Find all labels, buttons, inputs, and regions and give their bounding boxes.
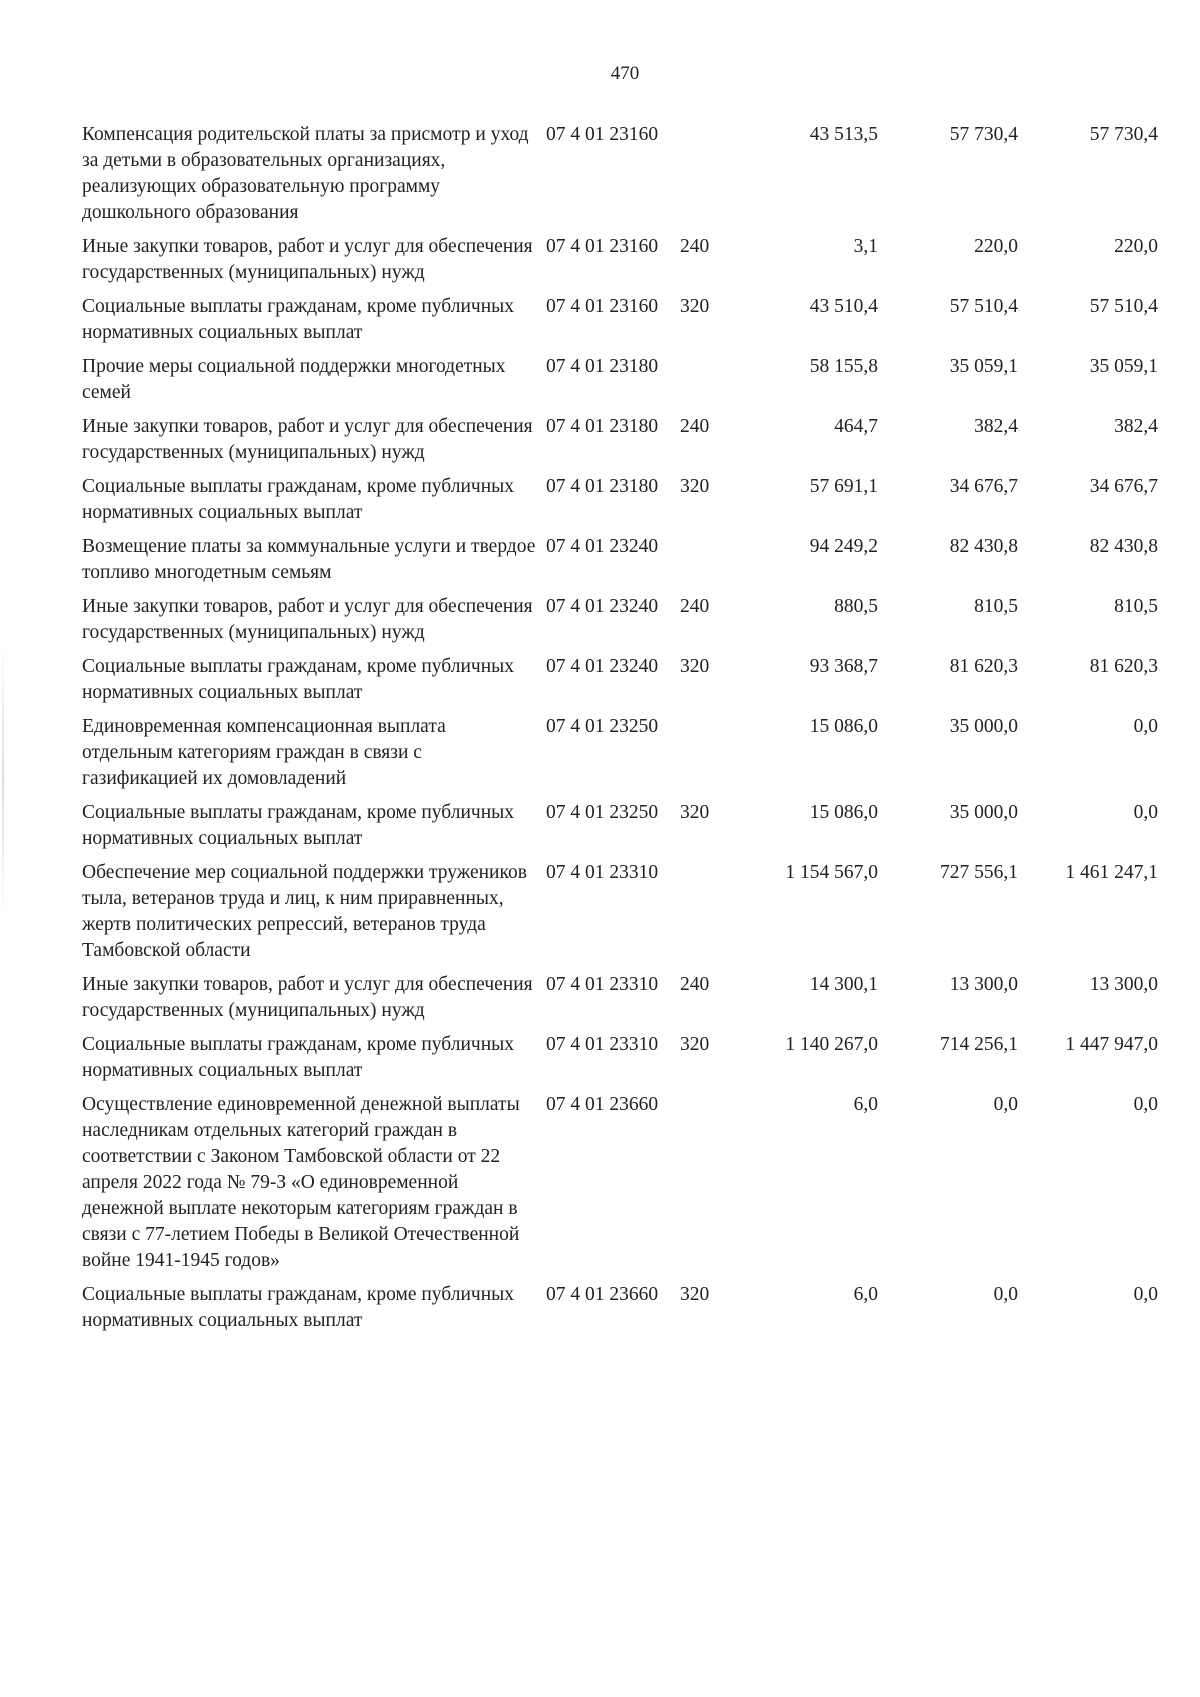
row-value-2: 57 510,4 (949, 296, 1018, 317)
row-code: 07 4 01 23160 (546, 124, 659, 145)
table-row (82, 474, 1158, 534)
table-row (82, 354, 1158, 414)
row-code: 07 4 01 23240 (546, 536, 659, 557)
row-value-1: 43 513,5 (809, 124, 878, 145)
row-expense-type (680, 714, 730, 800)
row-code: 07 4 01 23160 (546, 296, 659, 317)
row-value-3: 0,0 (1133, 1094, 1158, 1115)
row-expense-type: 240 (680, 416, 710, 437)
row-value-3: 57 730,4 (1089, 124, 1158, 145)
row-code: 07 4 01 23660 (546, 1284, 659, 1305)
row-code: 07 4 01 23160 (546, 236, 659, 257)
row-name: Иные закупки товаров, работ и услуг для обеспечения государственных (муниципальных) нужд (82, 236, 533, 283)
row-name: Социальные выплаты гражданам, кроме публичных нормативных социальных выплат (82, 476, 514, 523)
row-value-3: 382,4 (1114, 416, 1158, 437)
table-row (82, 294, 1158, 354)
row-value-3: 1 447 947,0 (1065, 1034, 1158, 1055)
row-value-3: 0,0 (1133, 802, 1158, 823)
row-code: 07 4 01 23310 (546, 974, 659, 995)
row-value-3: 81 620,3 (1089, 656, 1158, 677)
row-value-1: 58 155,8 (809, 356, 878, 377)
row-value-3: 35 059,1 (1089, 356, 1158, 377)
table-row (82, 1282, 1158, 1342)
row-value-1: 14 300,1 (809, 974, 878, 995)
row-expense-type: 240 (680, 596, 710, 617)
row-name: Единовременная компенсационная выплата отдельным категориям граждан в связи с газификацией их домовладений (82, 716, 446, 789)
table-row (82, 972, 1158, 1032)
row-name: Социальные выплаты гражданам, кроме публичных нормативных социальных выплат (82, 296, 514, 343)
row-value-2: 13 300,0 (949, 974, 1018, 995)
table-row (82, 594, 1158, 654)
row-value-2: 57 730,4 (949, 124, 1018, 145)
row-expense-type (680, 122, 730, 234)
budget-table (82, 122, 1158, 1342)
table-row (82, 714, 1158, 800)
row-value-1: 94 249,2 (809, 536, 878, 557)
row-name: Социальные выплаты гражданам, кроме публичных нормативных социальных выплат (82, 802, 514, 849)
row-name: Иные закупки товаров, работ и услуг для обеспечения государственных (муниципальных) нужд (82, 596, 533, 643)
row-code: 07 4 01 23240 (546, 656, 659, 677)
table-row (82, 654, 1158, 714)
row-expense-type: 320 (680, 802, 710, 823)
row-value-1: 43 510,4 (809, 296, 878, 317)
row-value-1: 1 140 267,0 (785, 1034, 878, 1055)
table-row (82, 860, 1158, 972)
row-value-1: 6,0 (853, 1094, 878, 1115)
row-name: Иные закупки товаров, работ и услуг для обеспечения государственных (муниципальных) нужд (82, 416, 533, 463)
row-value-2: 0,0 (993, 1094, 1018, 1115)
row-value-1: 6,0 (853, 1284, 878, 1305)
row-value-3: 57 510,4 (1089, 296, 1158, 317)
table-row (82, 414, 1158, 474)
row-value-2: 714 256,1 (940, 1034, 1018, 1055)
row-value-2: 35 059,1 (949, 356, 1018, 377)
row-code: 07 4 01 23250 (546, 802, 659, 823)
row-name: Прочие меры социальной поддержки многодетных семей (82, 356, 506, 403)
row-value-3: 1 461 247,1 (1065, 862, 1158, 883)
row-value-1: 93 368,7 (809, 656, 878, 677)
table-row (82, 534, 1158, 594)
row-name: Иные закупки товаров, работ и услуг для обеспечения государственных (муниципальных) нужд (82, 974, 533, 1021)
table-row (82, 234, 1158, 294)
row-code: 07 4 01 23180 (546, 416, 659, 437)
row-expense-type (680, 1092, 730, 1282)
row-expense-type: 320 (680, 296, 710, 317)
row-value-2: 82 430,8 (949, 536, 1018, 557)
row-value-3: 220,0 (1114, 236, 1158, 257)
row-code: 07 4 01 23180 (546, 476, 659, 497)
row-value-3: 82 430,8 (1089, 536, 1158, 557)
table-body (82, 122, 1158, 1342)
row-value-1: 3,1 (853, 236, 878, 257)
row-name: Осуществление единовременной денежной выплаты наследникам отдельных категорий граждан в соответствии с Законом Тамбовской области от 22 апреля 2022 года № 79-З «О единовременной денежной выплате некоторым категориям граждан в связи с 77-летием Победы в Великой Отечественной войне 1941-1945 годов» (82, 1094, 520, 1271)
table-row (82, 122, 1158, 234)
table-row (82, 800, 1158, 860)
row-value-3: 13 300,0 (1089, 974, 1158, 995)
row-value-2: 35 000,0 (949, 802, 1018, 823)
row-expense-type: 240 (680, 974, 710, 995)
row-value-1: 1 154 567,0 (785, 862, 878, 883)
row-expense-type: 320 (680, 1284, 710, 1305)
row-value-3: 34 676,7 (1089, 476, 1158, 497)
row-value-2: 81 620,3 (949, 656, 1018, 677)
row-value-3: 0,0 (1133, 716, 1158, 737)
row-value-1: 15 086,0 (809, 716, 878, 737)
row-name: Социальные выплаты гражданам, кроме публичных нормативных социальных выплат (82, 1034, 514, 1081)
row-expense-type: 240 (680, 236, 710, 257)
row-expense-type (680, 860, 730, 972)
table-row (82, 1092, 1158, 1282)
row-code: 07 4 01 23660 (546, 1094, 659, 1115)
row-expense-type: 320 (680, 1034, 710, 1055)
row-code: 07 4 01 23310 (546, 1034, 659, 1055)
page-number: 470 (610, 63, 640, 84)
table-row (82, 1032, 1158, 1092)
row-name: Компенсация родительской платы за присмотр и уход за детьми в образовательных организациях, реализующих образовательную программу дошкольного образования (82, 124, 529, 223)
row-code: 07 4 01 23250 (546, 716, 659, 737)
row-name: Социальные выплаты гражданам, кроме публичных нормативных социальных выплат (82, 1284, 514, 1331)
row-value-2: 34 676,7 (949, 476, 1018, 497)
row-code: 07 4 01 23240 (546, 596, 659, 617)
row-value-3: 0,0 (1133, 1284, 1158, 1305)
row-code: 07 4 01 23310 (546, 862, 659, 883)
row-value-2: 727 556,1 (940, 862, 1018, 883)
row-expense-type (680, 534, 730, 594)
row-value-1: 57 691,1 (809, 476, 878, 497)
row-code: 07 4 01 23180 (546, 356, 659, 377)
row-name: Обеспечение мер социальной поддержки тружеников тыла, ветеранов труда и лиц, к ним приравненных, жертв политических репрессий, ветеранов труда Тамбовской области (82, 862, 527, 961)
row-name: Социальные выплаты гражданам, кроме публичных нормативных социальных выплат (82, 656, 514, 703)
row-name: Возмещение платы за коммунальные услуги и твердое топливо многодетным семьям (82, 536, 536, 583)
row-value-1: 15 086,0 (809, 802, 878, 823)
row-value-2: 382,4 (974, 416, 1018, 437)
row-expense-type: 320 (680, 476, 710, 497)
row-value-2: 0,0 (993, 1284, 1018, 1305)
scan-edge-mark (2, 640, 4, 920)
row-value-2: 35 000,0 (949, 716, 1018, 737)
row-value-1: 464,7 (834, 416, 878, 437)
row-value-1: 880,5 (834, 596, 878, 617)
row-expense-type (680, 354, 730, 414)
row-value-2: 220,0 (974, 236, 1018, 257)
row-value-2: 810,5 (974, 596, 1018, 617)
row-expense-type: 320 (680, 656, 710, 677)
row-value-3: 810,5 (1114, 596, 1158, 617)
